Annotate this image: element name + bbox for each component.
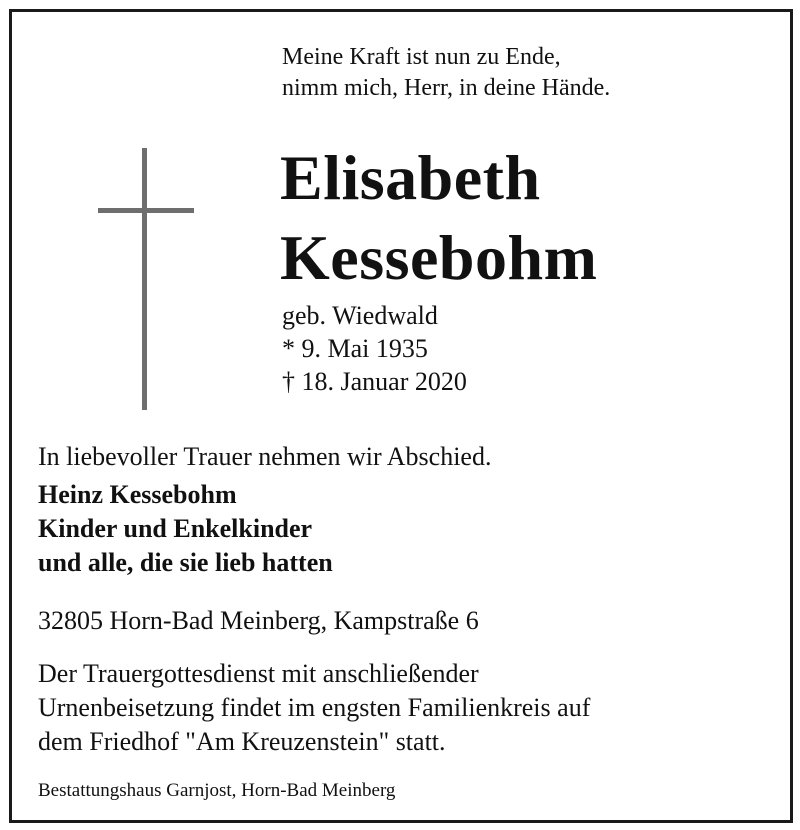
service-line: Der Trauergottesdienst mit anschließender [38, 659, 479, 688]
last-name: Kessebohm [280, 222, 598, 293]
verse-line: nimm mich, Herr, in deine Hände. [282, 75, 611, 101]
birth-date: * 9. Mai 1935 [282, 334, 428, 363]
verse-line: Meine Kraft ist nun zu Ende, [282, 44, 561, 70]
maiden-name: geb. Wiedwald [282, 301, 438, 330]
service-line: dem Friedhof "Am Kreuzenstein" statt. [38, 727, 446, 756]
mourners [38, 478, 333, 580]
mourner-line: Heinz Kessebohm [38, 480, 237, 509]
mourner-line: Kinder und Enkelkinder [38, 514, 313, 543]
farewell-text: In liebevoller Trauer nehmen wir Abschied. [38, 442, 492, 471]
deceased-name [280, 138, 597, 298]
death-date: † 18. Januar 2020 [282, 367, 467, 396]
address: 32805 Horn-Bad Meinberg, Kampstraße 6 [38, 606, 479, 635]
service-line: Urnenbeisetzung findet im engsten Familienkreis auf [38, 693, 591, 722]
mourner-line: und alle, die sie lieb hatten [38, 548, 333, 577]
verse [282, 42, 610, 104]
cross-icon [98, 148, 194, 410]
life-dates [282, 299, 467, 398]
funeral-home: Bestattungshaus Garnjost, Horn-Bad Meinberg [38, 780, 396, 801]
first-name: Elisabeth [280, 142, 541, 213]
service-info [38, 657, 590, 759]
